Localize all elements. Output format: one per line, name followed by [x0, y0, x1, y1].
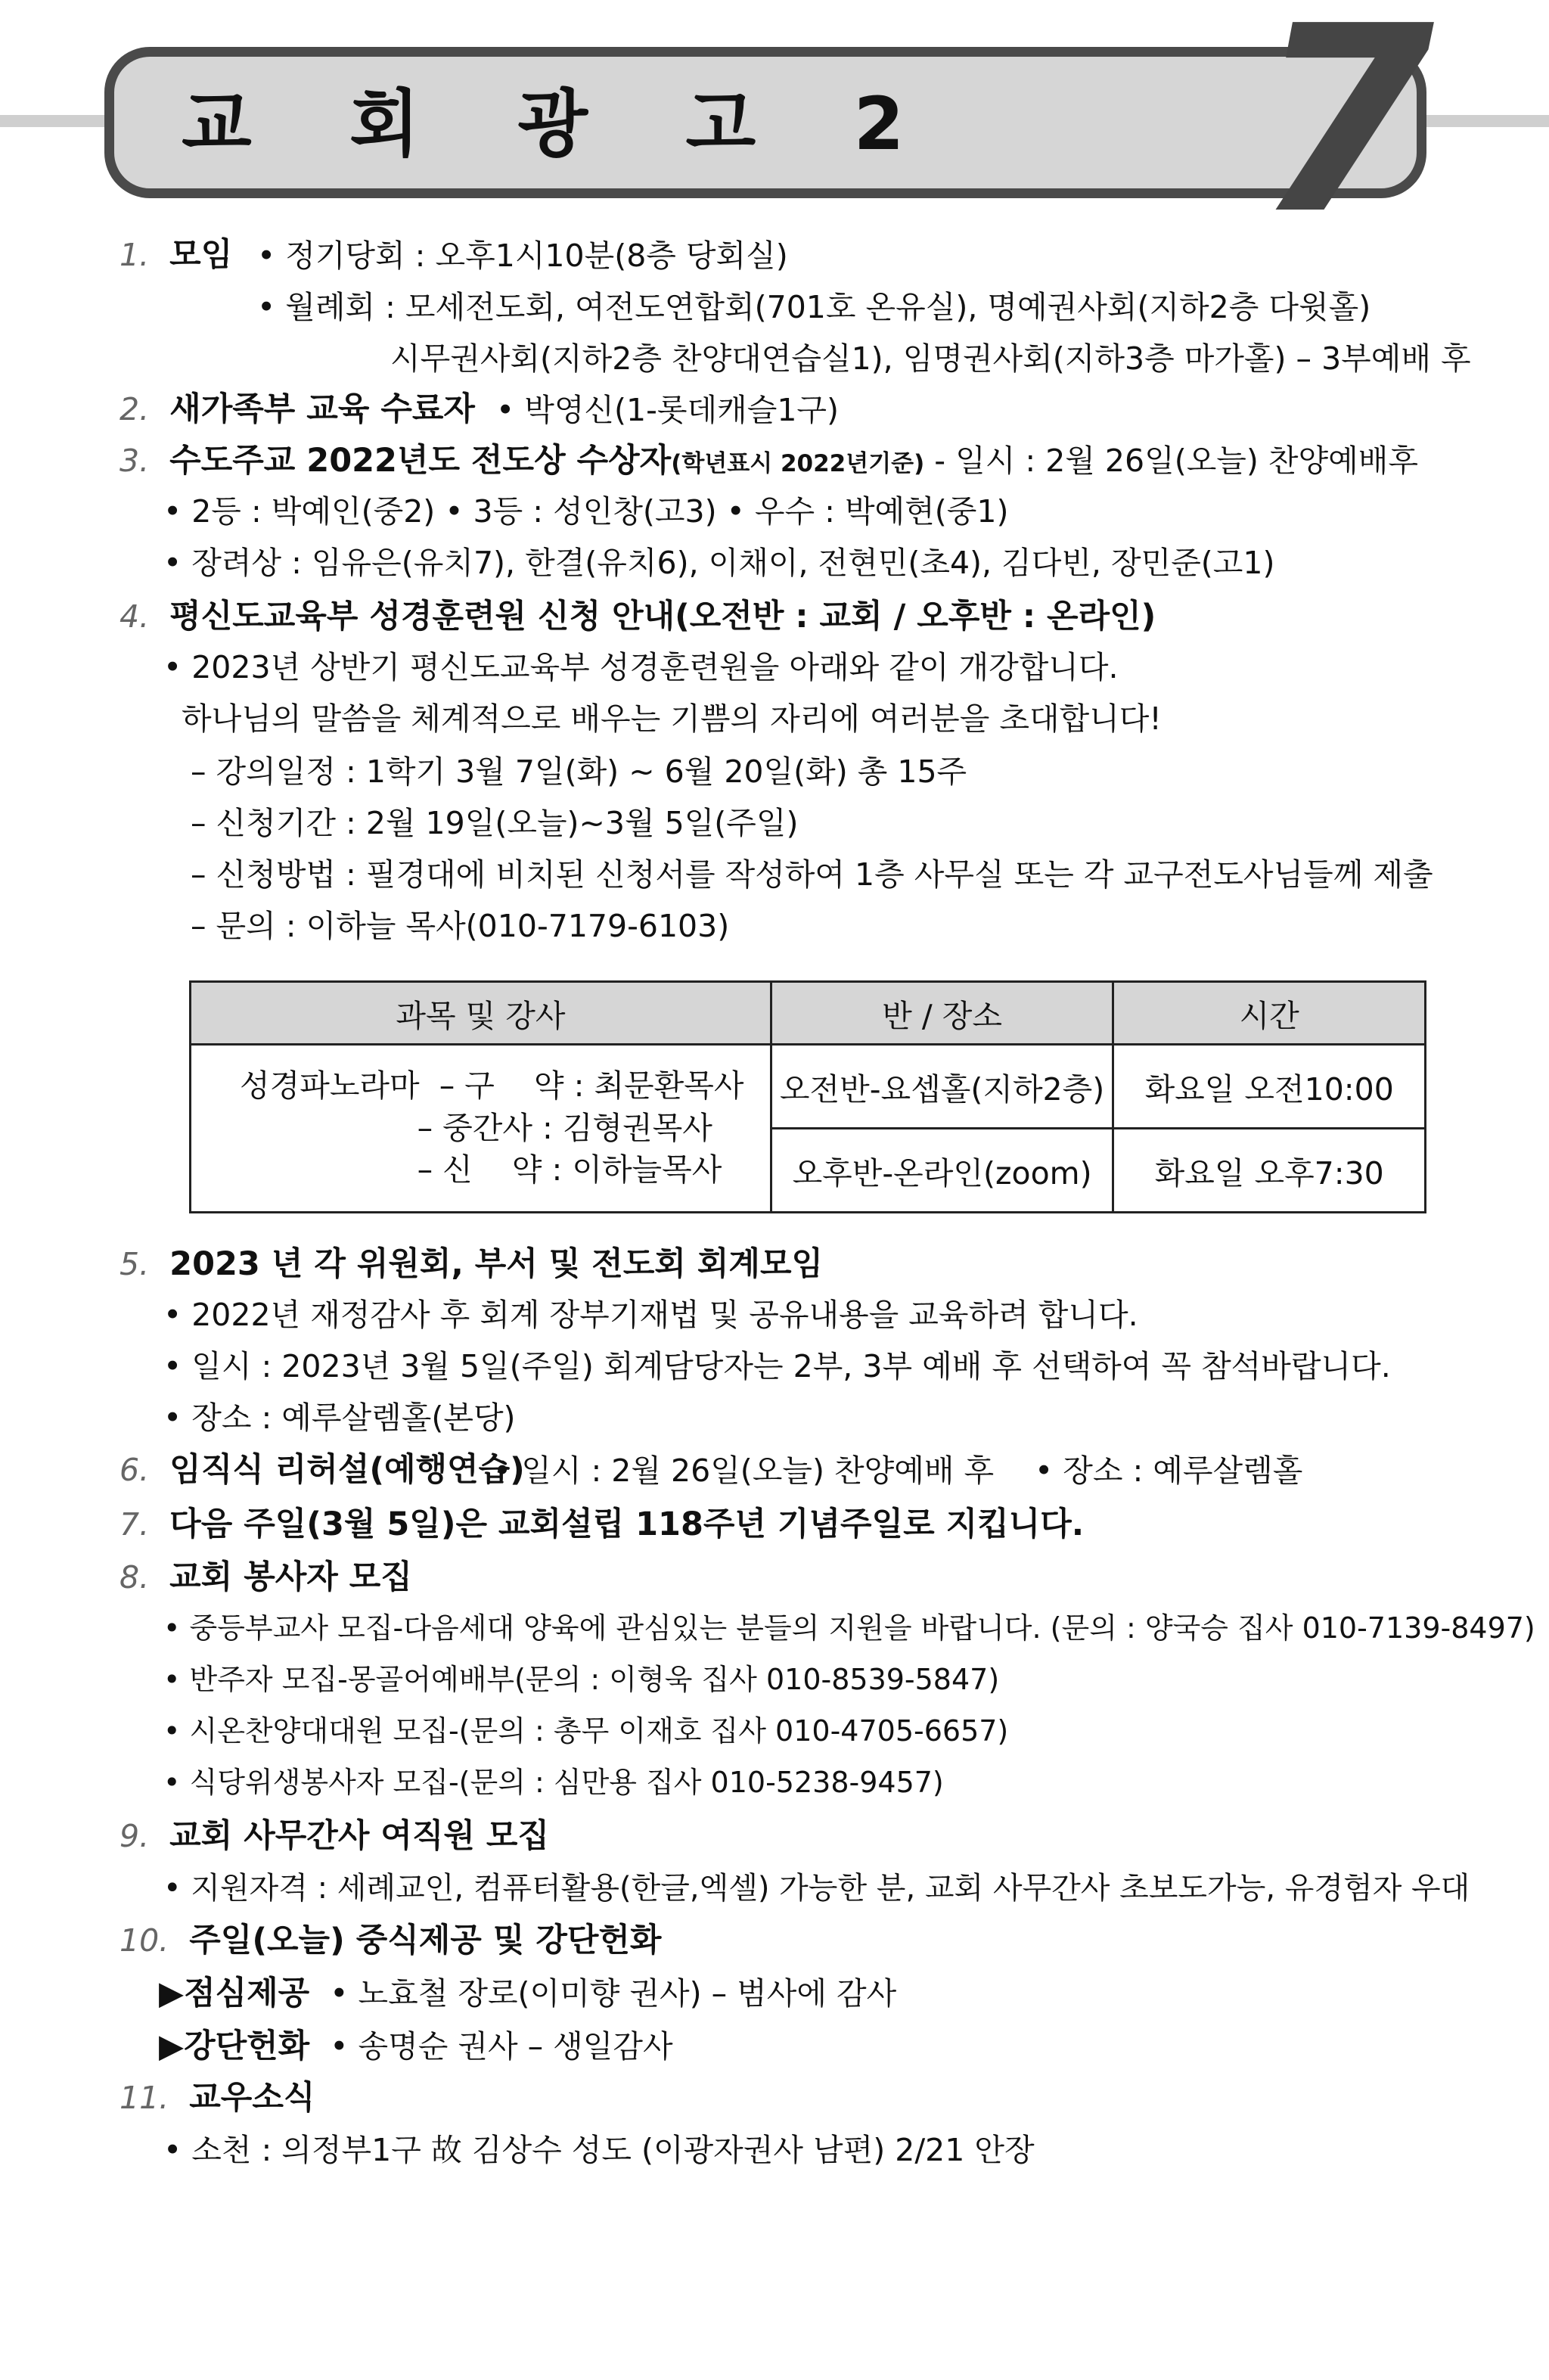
item-1-line-2: • 월례회 : 모세전도회, 여전도연합회(701호 온유실), 명예권사회(지하2층 다윗홀) [257, 289, 1371, 325]
item-4-line-5: – 신청방법 : 필경대에 비치된 신청서를 작성하여 1층 사무실 또는 각 교구전도사님들께 제출 [191, 856, 1433, 893]
table-header: 과목 및 강사 [191, 982, 771, 1045]
item-8-heading [120, 1558, 412, 1598]
page-number: 7 [1256, 0, 1435, 271]
item-title: 수도주교 2022년도 전도상 수상자 [169, 442, 672, 480]
item-5-line-2: • 일시 : 2023년 3월 5일(주일) 회계담당자는 2부, 3부 예배 후 선택하여 꼭 참석바랍니다. [163, 1348, 1391, 1384]
item-title: 다음 주일(3월 5일)은 교회설립 118주년 기념주일로 지킵니다. [169, 1505, 1085, 1543]
item-date: - 일시 : 2월 26일(오늘) 찬양예배후 [924, 443, 1418, 479]
item-4-line-1: • 2023년 상반기 평신도교육부 성경훈련원을 아래와 같이 개강합니다. [163, 649, 1119, 685]
class-place-cell: 오후반-온라인(zoom) [771, 1129, 1113, 1213]
item-10-heading [120, 1922, 661, 1961]
course-cell [191, 1045, 771, 1213]
item-11-heading [120, 2079, 315, 2118]
item-number: 1. [120, 237, 150, 273]
item-5-line-3: • 장소 : 예루살렘홀(본당) [163, 1400, 516, 1436]
item-title: 모임 [169, 236, 233, 274]
item-9-heading [120, 1817, 549, 1856]
item-1-line-1: • 정기당회 : 오후1시10분(8층 당회실) [257, 238, 788, 274]
class-time-cell: 화요일 오전10:00 [1113, 1045, 1426, 1129]
item-number: 9. [120, 1818, 150, 1854]
item-title: 교회 사무간사 여직원 모집 [169, 1817, 550, 1855]
item-4-line-6: – 문의 : 이하늘 목사(010-7179-6103) [191, 908, 730, 944]
item-7-heading [120, 1505, 1084, 1545]
item-title: 교우소식 [189, 2079, 315, 2117]
item-8-line-2: • 반주자 모집-몽골어예배부(문의 : 이형욱 집사 010-8539-5847) [163, 1663, 1000, 1696]
item-9-line-1: • 지원자격 : 세례교인, 컴퓨터활용(한글,엑셀) 가능한 분, 교회 사무간사 초보도가능, 유경험자 우대 [163, 1871, 1470, 1906]
item-2-heading [120, 390, 475, 430]
item-number: 4. [120, 598, 150, 635]
item-number: 10. [120, 1922, 169, 1959]
item-title: 교회 봉사자 모집 [169, 1558, 412, 1596]
course-table [189, 980, 1426, 1213]
table-header-row [191, 982, 1426, 1045]
item-4-heading [120, 598, 1156, 637]
table-header: 시간 [1113, 982, 1426, 1045]
item-title: 임직식 리허설(예행연습) [169, 1451, 525, 1489]
item-8-line-3: • 시온찬양대대원 모집-(문의 : 총무 이재호 집사 010-4705-6657) [163, 1714, 1009, 1748]
class-time-cell: 화요일 오후7:30 [1113, 1129, 1426, 1213]
item-10-flower [159, 2027, 673, 2067]
flower-label: ▶강단헌화 [159, 2027, 310, 2065]
flower-text: • 송명순 권사 – 생일감사 [330, 2028, 673, 2065]
item-note: (학년표시 2022년기준) [671, 450, 925, 477]
class-place-cell: 오전반-요셉홀(지하2층) [771, 1045, 1113, 1129]
item-3-heading [120, 442, 1418, 481]
item-3-line-2: • 장려상 : 임유은(유치7), 한결(유치6), 이채이, 전현민(초4), 김다빈, 장민준(고1) [163, 545, 1275, 581]
course-line: – 중간사 : 김형권목사 [240, 1109, 712, 1146]
item-3-line-1: • 2등 : 박예인(중2) • 3등 : 성인창(고3) • 우수 : 박예현(중1) [163, 493, 1009, 530]
item-4-line-3: – 강의일정 : 1학기 3월 7일(화) ~ 6월 20일(화) 총 15주 [191, 753, 967, 790]
item-title: 주일(오늘) 중식제공 및 강단헌화 [189, 1922, 662, 1959]
course-line: 성경파노라마 – 구 약 : 최문환목사 [240, 1067, 744, 1105]
item-number: 5. [120, 1246, 150, 1282]
lunch-text: • 노효철 장로(이미향 권사) – 범사에 감사 [330, 1975, 897, 2012]
item-number: 6. [120, 1452, 150, 1488]
item-number: 7. [120, 1506, 150, 1543]
item-title: 2023 년 각 위원회, 부서 및 전도회 회계모임 [169, 1245, 824, 1283]
page-title: 교 회 광 고 2 [182, 82, 941, 166]
item-1-heading [120, 236, 232, 275]
item-5-line-1: • 2022년 재정감사 후 회계 장부기재법 및 공유내용을 교육하려 합니다. [163, 1297, 1138, 1333]
table-row [191, 1045, 1426, 1129]
item-8-line-1: • 중등부교사 모집-다음세대 양육에 관심있는 분들의 지원을 바랍니다. (문의 : 양국승 집사 010-7139-8497) [163, 1611, 1535, 1645]
item-number: 8. [120, 1559, 150, 1595]
table-header: 반 / 장소 [771, 982, 1113, 1045]
item-6-heading [120, 1451, 525, 1490]
item-number: 3. [120, 443, 150, 479]
item-title: 새가족부 교육 수료자 [169, 390, 475, 428]
item-6-date: • 일시 : 2월 26일(오늘) 찬양예배 후 [493, 1453, 995, 1489]
item-5-heading [120, 1245, 823, 1285]
item-6-place: • 장소 : 예루살렘홀 [1035, 1453, 1303, 1489]
item-10-lunch [159, 1975, 896, 2014]
course-line: – 신 약 : 이하늘목사 [240, 1151, 722, 1188]
item-4-line-2: 하나님의 말씀을 체계적으로 배우는 기쁨의 자리에 여러분을 초대합니다! [182, 701, 1162, 737]
item-number: 2. [120, 391, 150, 427]
lunch-label: ▶점심제공 [159, 1975, 310, 2012]
item-title: 평신도교육부 성경훈련원 신청 안내(오전반 : 교회 / 오후반 : 온라인) [169, 598, 1156, 635]
item-1-line-3: 시무권사회(지하2층 찬양대연습실1), 임명권사회(지하3층 마가홀) – 3부예배 후 [390, 340, 1471, 377]
item-number: 11. [120, 2080, 169, 2116]
item-8-line-4: • 식당위생봉사자 모집-(문의 : 심만용 집사 010-5238-9457) [163, 1766, 944, 1799]
item-2-line-1: • 박영신(1-롯데캐슬1구) [496, 392, 840, 428]
item-4-line-4: – 신청기간 : 2월 19일(오늘)~3월 5일(주일) [191, 805, 799, 841]
item-11-line-1: • 소천 : 의정부1구 故 김상수 성도 (이광자권사 남편) 2/21 안장 [163, 2132, 1035, 2168]
